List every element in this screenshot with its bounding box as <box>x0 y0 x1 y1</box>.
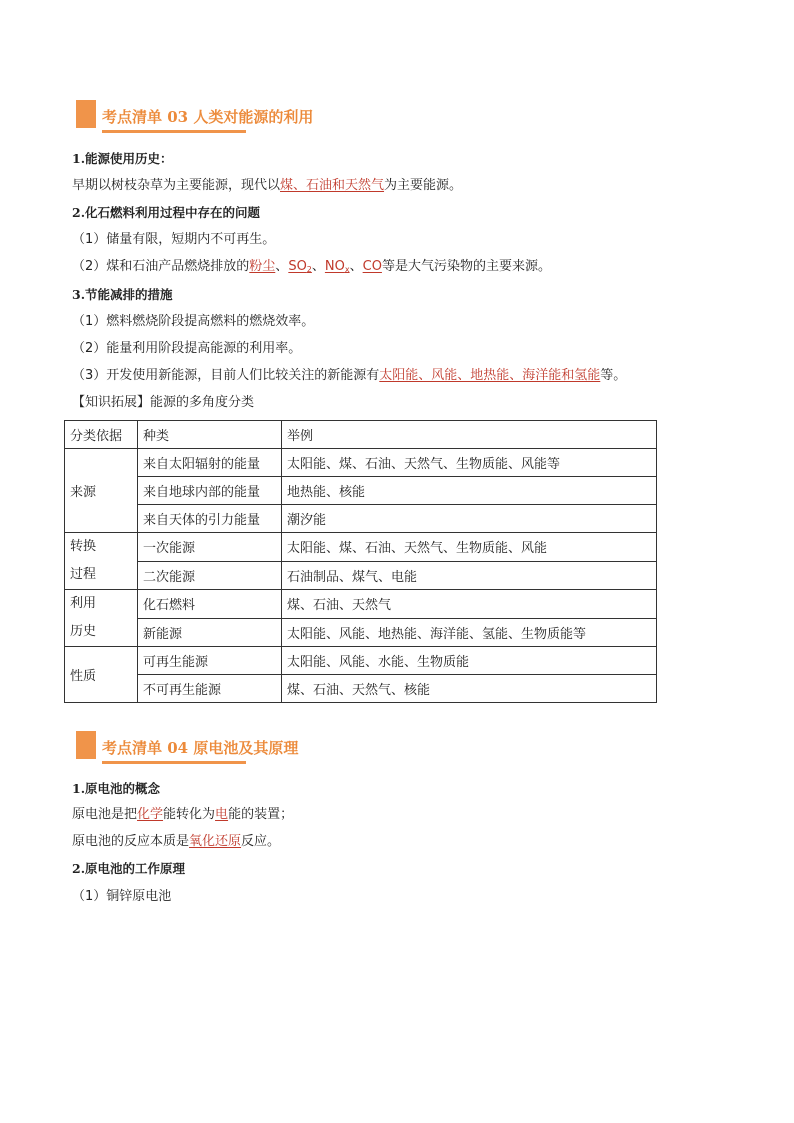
subheading: 1.原电池的概念 <box>72 781 161 796</box>
answer-text: 电 <box>215 807 229 822</box>
table-header-cell: 种类 <box>138 421 282 449</box>
example-cell: 煤、石油、天然气 <box>282 590 657 619</box>
category-cell: 性质 <box>65 647 138 703</box>
section-title: 考点清单 03 人类对能源的利用 <box>102 108 314 126</box>
table-row <box>65 561 657 590</box>
example-cell: 太阳能、煤、石油、天然气、生物质能、风能等 <box>282 449 657 477</box>
section-title: 考点清单 04 原电池及其原理 <box>102 739 299 757</box>
table-row <box>65 647 657 675</box>
answer-text: 氧化还原 <box>189 834 242 849</box>
table-row <box>65 449 657 477</box>
paragraph: （1）燃料燃烧阶段提高燃料的燃烧效率。 <box>72 314 315 329</box>
answer-text: 煤、石油和天然气 <box>280 178 385 193</box>
answer-text: CO <box>362 259 382 274</box>
example-cell: 太阳能、风能、水能、生物质能 <box>282 647 657 675</box>
answer-text: 太阳能、风能、地热能、海洋能和氢能 <box>379 368 601 383</box>
kind-cell: 二次能源 <box>138 561 282 590</box>
table-row <box>65 477 657 505</box>
subheading: 2.化石燃料利用过程中存在的问题 <box>72 205 261 220</box>
paragraph: （2）煤和石油产品燃烧排放的粉尘、$SO_2$、$NO_x$、CO等是大气污染物的主要来源。 <box>72 259 551 274</box>
table-row <box>65 675 657 703</box>
paragraph: （3）开发使用新能源，目前人们比较关注的新能源有太阳能、风能、地热能、海洋能和氢能等。 <box>72 368 627 383</box>
table-header-row <box>65 421 657 449</box>
example-cell: 石油制品、煤气、电能 <box>282 561 657 590</box>
kind-cell: 新能源 <box>138 618 282 647</box>
heading-underline <box>102 130 246 133</box>
example-cell: 地热能、核能 <box>282 477 657 505</box>
heading-accent-bar <box>76 100 96 128</box>
table-header-cell: 分类依据 <box>65 421 138 449</box>
answer-text: 化学 <box>137 807 164 822</box>
answer-text: $NO_x$ <box>324 259 350 274</box>
paragraph: 原电池是把化学能转化为电能的装置； <box>72 807 294 822</box>
kind-cell: 来自地球内部的能量 <box>138 477 282 505</box>
paragraph: （1）储量有限，短期内不可再生。 <box>72 232 276 247</box>
table-row <box>65 505 657 533</box>
table-row <box>65 590 657 619</box>
kind-cell: 可再生能源 <box>138 647 282 675</box>
energy-classification-table <box>64 420 657 703</box>
knowledge-extension-label: 【知识拓展】能源的多角度分类 <box>72 395 255 410</box>
example-cell: 煤、石油、天然气、核能 <box>282 675 657 703</box>
subheading: 1.能源使用历史： <box>72 151 173 166</box>
table-header-cell: 举例 <box>282 421 657 449</box>
example-cell: 潮汐能 <box>282 505 657 533</box>
example-cell: 太阳能、风能、地热能、海洋能、氢能、生物质能等 <box>282 618 657 647</box>
paragraph: （2）能量利用阶段提高能源的利用率。 <box>72 341 302 356</box>
kind-cell: 化石燃料 <box>138 590 282 619</box>
kind-cell: 来自太阳辐射的能量 <box>138 449 282 477</box>
paragraph: 原电池的反应本质是氧化还原反应。 <box>72 834 281 849</box>
paragraph: 早期以树枝杂草为主要能源，现代以煤、石油和天然气为主要能源。 <box>72 178 463 193</box>
kind-cell: 一次能源 <box>138 533 282 562</box>
heading-underline <box>102 761 246 764</box>
example-cell: 太阳能、煤、石油、天然气、生物质能、风能 <box>282 533 657 562</box>
category-cell: 来源 <box>65 449 138 533</box>
subheading: 2.原电池的工作原理 <box>72 861 186 876</box>
answer-text: $SO_2$ <box>288 259 312 274</box>
kind-cell: 来自天体的引力能量 <box>138 505 282 533</box>
category-cell: 利用 历史 <box>65 590 138 647</box>
table-row <box>65 533 657 562</box>
table-row <box>65 618 657 647</box>
category-cell: 转换 过程 <box>65 533 138 590</box>
paragraph: （1）铜锌原电池 <box>72 889 172 904</box>
heading-accent-bar <box>76 731 96 759</box>
kind-cell: 不可再生能源 <box>138 675 282 703</box>
answer-text: 粉尘 <box>249 259 276 274</box>
subheading: 3.节能减排的措施 <box>72 287 173 302</box>
